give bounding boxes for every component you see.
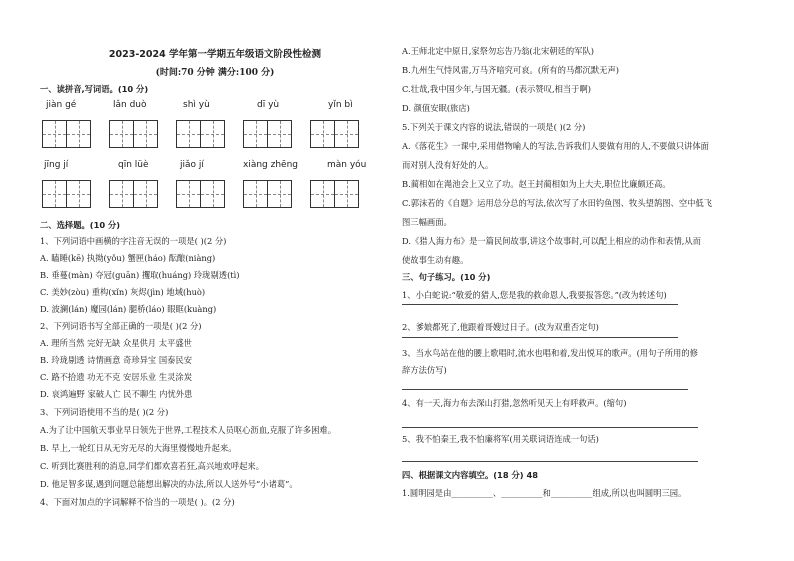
question-1: 1、下列词语中画横的字注音无误的一项是( )(2 分) xyxy=(40,236,227,246)
pinyin-item: jīng jí xyxy=(44,160,69,170)
pinyin-item: xiàng zhēng xyxy=(243,160,299,170)
sentence-3: 3、当水鸟站在他的腰上歌唱时,流水也唱和着,发出悦耳的歌声。(用句子所用的修 xyxy=(402,348,698,358)
question-5: 5.下列关于课文内容的说法,错误的一项是( )(2 分) xyxy=(402,122,586,132)
option: D. 哀鸿遍野 家破人亡 民不聊生 内忧外患 xyxy=(40,389,193,399)
option: 图三幅画面。 xyxy=(402,217,452,227)
pinyin-item: shì yù xyxy=(183,100,210,110)
option: A. 瞌睡(kē) 执拗(yǒu) 蟹匣(háo) 酝酿(niàng) xyxy=(40,253,216,263)
option: B.蔺相如在渑池会上又立了功。赵王封蔺相如为上大夫,职位比廉颇还高。 xyxy=(402,179,671,189)
exam-title: 2023-2024 学年第一学期五年级语文阶段性检测 xyxy=(108,49,322,60)
pinyin-item: dī yù xyxy=(257,100,280,110)
question-2: 2、下列词语书写全部正确的一项是( )(2 分) xyxy=(40,321,202,331)
option: D. 他足智多谋,遇到问题总能想出解决的办法,所以人送外号“小诸葛”。 xyxy=(40,479,298,489)
fill-in-1: 1.圆明园是由__________、__________和__________组成,所以也叫圆明三园。 xyxy=(402,488,687,498)
option: B. 玲珑剔透 诗情画意 奇珍异宝 国泰民安 xyxy=(40,355,193,365)
answer-line[interactable] xyxy=(402,388,688,390)
option: B.九州生气恃风雷,万马齐喑究可哀。(所有的马都沉默无声) xyxy=(402,65,619,75)
option: A.王师北定中原日,家祭勿忘告乃翁(北宋朝廷的军队) xyxy=(402,46,594,56)
option: C.壮哉,我中国少年,与国无疆。(表示赞叹,相当于啊) xyxy=(402,84,592,94)
answer-box[interactable] xyxy=(42,180,91,208)
answer-box[interactable] xyxy=(109,180,158,208)
question-3: 3、下列词语使用不当的是( )(2 分) xyxy=(40,407,169,417)
option: B. 垂蔓(màn) 夺冠(guān) 攫取(huáng) 玲珑剔透(tì) xyxy=(40,270,240,280)
answer-box[interactable] xyxy=(176,180,225,208)
option: C.郭沫若的《自题》运用总分总的写法,依次写了水田钓鱼图、牧头望鹄图、空中低飞 xyxy=(402,198,713,208)
answer-box[interactable] xyxy=(42,120,91,148)
option: C. 听到比赛胜利的消息,同学们都欢喜若狂,高兴地欢呼起来。 xyxy=(40,461,265,471)
pinyin-item: jiǎo jí xyxy=(180,160,204,170)
pinyin-item: màn yóu xyxy=(327,160,367,170)
question-4: 4、下面对加点的字词解释不恰当的一项是( )。(2 分) xyxy=(40,497,235,507)
section1-heading: 一、读拼音,写词语。(10 分) xyxy=(40,84,149,94)
pinyin-item: yǐn bì xyxy=(328,100,353,110)
sentence-5: 5、我不怕秦王,我不怕廉将军(用关联词语连成一句话) xyxy=(402,434,599,444)
option: 使故事生动有趣。 xyxy=(402,255,469,265)
answer-box[interactable] xyxy=(310,180,359,208)
right-column xyxy=(402,0,782,561)
pinyin-item: qīn lüè xyxy=(118,160,149,170)
left-column xyxy=(40,0,390,561)
section4-heading: 四、根据课文内容填空。(18 分) 48 xyxy=(402,470,539,480)
sentence-2: 2、爹娘都死了,他跟着哥嫂过日子。(改为双重否定句) xyxy=(402,322,599,332)
answer-box[interactable] xyxy=(109,120,158,148)
section3-heading: 三、句子练习。(10 分) xyxy=(402,272,491,282)
sentence-1: 1、小白蛇说:“敬爱的猎人,您是我的救命恩人,我要报答您。”(改为转述句) xyxy=(402,290,667,300)
pinyin-item: lǎn duò xyxy=(113,100,147,110)
pinyin-item: jiàn gé xyxy=(46,100,77,110)
sentence-3-cont: 辞方法仿写) xyxy=(402,365,447,375)
exam-subtitle: (时间:70 分钟 满分:100 分) xyxy=(155,68,275,78)
option: D.《猎人海力布》是一篇民间故事,讲这个故事时,可以配上相应的动作和表情,从而 xyxy=(402,236,702,246)
answer-box[interactable] xyxy=(243,180,292,208)
option: A. 理所当然 完好无缺 众星供月 太平盛世 xyxy=(40,338,192,348)
option: D. 颜值安眠(旅店) xyxy=(402,103,470,113)
option: A.为了让中国航天事业早日领先于世界,工程技术人员呕心沥血,克服了许多困难。 xyxy=(40,425,337,435)
answer-box[interactable] xyxy=(176,120,225,148)
answer-line[interactable] xyxy=(402,303,678,305)
answer-line[interactable] xyxy=(402,336,678,338)
option: D. 波澜(lán) 魔园(lán) 腿桥(láo) 眼眶(kuàng) xyxy=(40,304,217,314)
option: C. 路不拾遗 功无不克 安居乐业 生灵涂炭 xyxy=(40,372,192,382)
option: 而对别人没有好处的人。 xyxy=(402,160,494,170)
option: B. 早上,一轮红日从无穷无尽的大海里慢慢地升起来。 xyxy=(40,443,237,453)
answer-line[interactable] xyxy=(402,426,698,428)
answer-line[interactable] xyxy=(402,460,698,462)
option: A.《落花生》一课中,采用借物喻人的写法,告诉我们人要做有用的人,不要做只讲体面 xyxy=(402,141,709,151)
section2-heading: 二、选择题。(10 分) xyxy=(40,220,121,230)
answer-box[interactable] xyxy=(310,120,359,148)
sentence-4: 4、有一天,海力布去深山打猎,忽然听见天上有呼救声。(缩句) xyxy=(402,398,627,408)
option: C. 美妙(zòu) 重构(xǐn) 灰烬(jìn) 地域(huò) xyxy=(40,287,206,297)
answer-box[interactable] xyxy=(243,120,292,148)
